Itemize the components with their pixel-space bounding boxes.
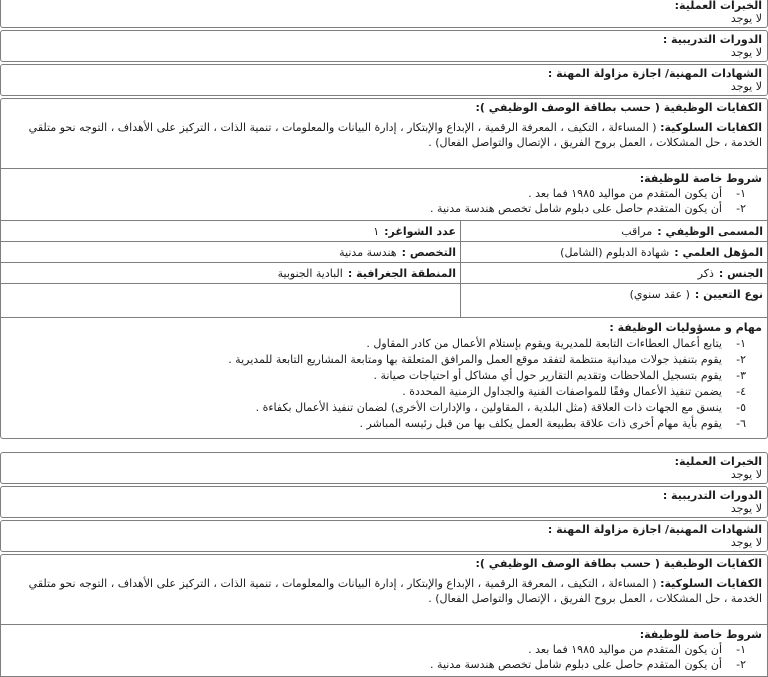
region-label: المنطقة الجغرافية : xyxy=(347,267,456,280)
training-courses-label: الدورات التدريبية : xyxy=(662,489,762,502)
section-training-courses-2 xyxy=(0,486,768,518)
training-courses-value: لا يوجد xyxy=(730,46,762,59)
condition-item-number: ٢- xyxy=(736,202,746,215)
duty-item xyxy=(5,416,762,432)
qualification-value: شهادة الدبلوم (الشامل) xyxy=(560,246,670,259)
training-courses-value: لا يوجد xyxy=(730,502,762,515)
certificates-label: الشهادات المهنية/ اجازة مزاولة المهنة : xyxy=(547,67,762,80)
section-certificates-1 xyxy=(0,64,768,96)
duty-item-text: يضمن تنفيذ الأعمال وفقًا للمواصفات الفنية والجداول الزمنية المحددة . xyxy=(402,385,722,398)
condition-item-number: ١- xyxy=(736,643,746,656)
section-competencies-2 xyxy=(0,554,768,625)
section-special-conditions-1 xyxy=(0,168,768,221)
duty-item-text: ينسق مع الجهات ذات العلاقة (مثل البلدية ، المقاولين ، والإدارات الأخرى) لضمان تنفيذ الأعمال بكفاءة . xyxy=(255,401,722,414)
duty-item-number: ٣- xyxy=(736,369,746,382)
specialization-value: هندسة مدنية xyxy=(339,246,397,259)
duty-item-number: ٢- xyxy=(736,353,746,366)
duty-item-number: ٤- xyxy=(736,385,746,398)
duty-item-text: يقوم بأية مهام أخرى ذات علاقة بطبيعة العمل يكلف بها من قبل رئيسه المباشر . xyxy=(359,417,722,430)
duty-item xyxy=(5,400,762,416)
behavioral-competencies-paragraph xyxy=(5,576,762,606)
condition-item-number: ٢- xyxy=(736,658,746,671)
training-courses-label: الدورات التدريبية : xyxy=(662,33,762,46)
behavioral-competencies-label: الكفايات السلوكية: xyxy=(660,577,762,590)
job-title-value: مراقب xyxy=(621,225,653,238)
behavioral-competencies-text: ( المساءلة ، التكيف ، المعرفة الرقمية ، الإبداع والإبتكار ، إدارة البيانات والمعلومات ، تنمية الذات ، التركيز على الأهداف ، التوجه نحو متلقي الخدمة ، حل المشكلات ، العمل بروح الفريق ، الإتصال والتواصل الفعال) . xyxy=(28,121,762,149)
duty-item xyxy=(5,384,762,400)
condition-item-text: أن يكون المتقدم من مواليد ١٩٨٥ فما بعد . xyxy=(528,187,722,200)
section-training-courses-1 xyxy=(0,30,768,62)
appointment-type-cell xyxy=(460,284,767,317)
duty-item-number: ١- xyxy=(736,337,746,350)
condition-item-number: ١- xyxy=(736,187,746,200)
duty-item-text: يقوم بتسجيل الملاحظات وتقديم التقارير حول أي مشاكل أو احتياجات صيانة . xyxy=(373,369,722,382)
duty-item-number: ٦- xyxy=(736,417,746,430)
region-cell xyxy=(1,263,460,283)
section-work-experience-1 xyxy=(0,0,768,28)
section-certificates-2 xyxy=(0,520,768,552)
condition-item xyxy=(5,642,762,657)
duty-item-text: يتابع أعمال العطاءات التابعة للمديرية ويقوم بإستلام الأعمال من كادر المقاول . xyxy=(366,337,722,350)
gender-label: الجنس : xyxy=(718,267,763,280)
functional-competencies-label: الكفايات الوظيفية ( حسب بطاقة الوصف الوظيفي ): xyxy=(475,557,762,570)
section-work-experience-2 xyxy=(0,452,768,484)
special-conditions-label: شروط خاصة للوظيفة: xyxy=(639,172,762,185)
appointment-type-value: ( عقد سنوي) xyxy=(629,288,690,301)
behavioral-competencies-text: ( المساءلة ، التكيف ، المعرفة الرقمية ، الإبداع والإبتكار ، إدارة البيانات والمعلومات ، تنمية الذات ، التركيز على الأهداف ، التوجه نحو متلقي الخدمة ، حل المشكلات ، العمل بروح الفريق ، الإتصال والتواصل الفعال) . xyxy=(28,577,762,605)
gender-cell xyxy=(460,263,767,283)
duty-item xyxy=(5,352,762,368)
behavioral-competencies-paragraph xyxy=(5,120,762,150)
work-experience-value: لا يوجد xyxy=(730,12,762,25)
duty-item-text: يقوم بتنفيذ جولات ميدانية منتظمة لتفقد موقع العمل والمرافق المتعلقة بها ومتابعة المشاريع التابعة للمديرية . xyxy=(228,353,722,366)
section-special-conditions-2 xyxy=(0,624,768,677)
empty-cell xyxy=(1,284,460,317)
vacancies-cell xyxy=(1,221,460,241)
duty-item xyxy=(5,336,762,352)
condition-item xyxy=(5,186,762,201)
gender-value: ذكر xyxy=(697,267,714,280)
special-conditions-label: شروط خاصة للوظيفة: xyxy=(639,628,762,641)
specialization-label: التخصص : xyxy=(401,246,456,259)
job-title-label: المسمى الوظيفي : xyxy=(657,225,763,238)
work-experience-label: الخبرات العملية: xyxy=(674,0,762,12)
job-title-cell xyxy=(460,221,767,241)
behavioral-competencies-label: الكفايات السلوكية: xyxy=(660,121,762,134)
condition-item-text: أن يكون المتقدم حاصل على دبلوم شامل تخصص هندسة مدنية . xyxy=(430,202,722,215)
work-experience-value: لا يوجد xyxy=(730,468,762,481)
condition-item xyxy=(5,201,762,216)
qualification-cell xyxy=(460,242,767,262)
duty-item-number: ٥- xyxy=(736,401,746,414)
table-row xyxy=(1,263,767,284)
condition-item-text: أن يكون المتقدم حاصل على دبلوم شامل تخصص هندسة مدنية . xyxy=(430,658,722,671)
certificates-label: الشهادات المهنية/ اجازة مزاولة المهنة : xyxy=(547,523,762,536)
table-row xyxy=(1,221,767,242)
table-row xyxy=(1,284,767,317)
condition-item xyxy=(5,657,762,672)
appointment-type-label: نوع التعيين : xyxy=(694,288,763,301)
functional-competencies-label: الكفايات الوظيفية ( حسب بطاقة الوصف الوظيفي ): xyxy=(475,101,762,114)
duty-item xyxy=(5,368,762,384)
certificates-value: لا يوجد xyxy=(730,536,762,549)
qualification-label: المؤهل العلمي : xyxy=(674,246,763,259)
table-row xyxy=(1,242,767,263)
duties-label: مهام و مسؤوليات الوظيفة : xyxy=(609,321,762,334)
specialization-cell xyxy=(1,242,460,262)
vacancies-label: عدد الشواغر: xyxy=(384,225,456,238)
section-competencies-1 xyxy=(0,98,768,169)
vacancies-value: ١ xyxy=(373,225,380,238)
work-experience-label: الخبرات العملية: xyxy=(674,455,762,468)
condition-item-text: أن يكون المتقدم من مواليد ١٩٨٥ فما بعد . xyxy=(528,643,722,656)
section-duties xyxy=(0,317,768,439)
certificates-value: لا يوجد xyxy=(730,80,762,93)
job-details-table xyxy=(0,220,768,318)
region-value: البادية الجنوبية xyxy=(277,267,343,280)
